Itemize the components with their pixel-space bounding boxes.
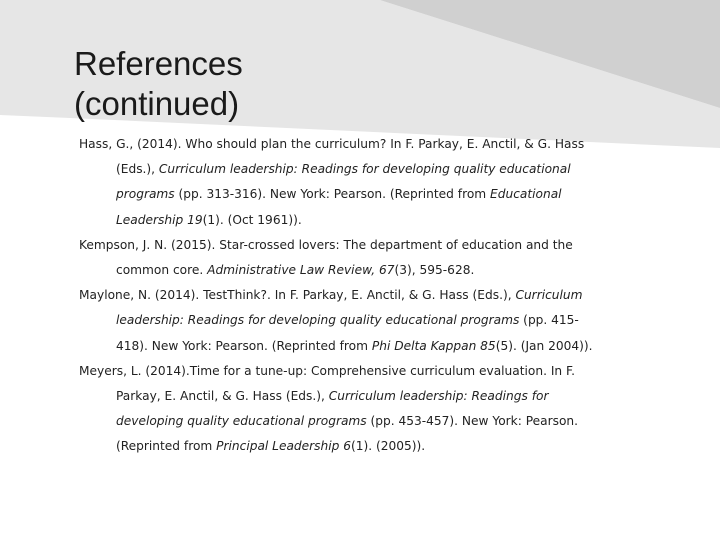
reference-line: [79, 384, 659, 409]
reference-entry: [79, 283, 659, 359]
reference-text: (5). (Jan 2004)).: [495, 338, 593, 353]
reference-italic-text: Administrative Law Review, 67: [207, 263, 395, 278]
reference-line: [79, 409, 659, 434]
reference-text: (1). (2005)).: [351, 439, 426, 454]
reference-text: (pp. 415-: [519, 313, 579, 328]
reference-italic-text: leadership: Readings for developing quality educational programs: [116, 313, 520, 328]
reference-line: [79, 308, 659, 333]
reference-line: [79, 182, 659, 207]
reference-line: [79, 334, 659, 359]
reference-line: [79, 359, 659, 384]
reference-list: [79, 132, 659, 460]
reference-text: (3), 595-628.: [394, 263, 475, 278]
reference-text: (Reprinted from: [116, 439, 217, 454]
reference-italic-text: Curriculum leadership: Readings for: [328, 389, 549, 404]
reference-text: 418). New York: Pearson. (Reprinted from: [116, 338, 372, 353]
reference-italic-text: Principal Leadership 6: [216, 439, 352, 454]
reference-line: [79, 434, 659, 459]
reference-line: [79, 157, 659, 182]
reference-text: Maylone, N. (2014). TestThink?. In F. Parkay, E. Anctil, & G. Hass (Eds.),: [79, 288, 516, 303]
reference-italic-text: Phi Delta Kappan 85: [371, 338, 496, 353]
reference-text: Hass, G., (2014). Who should plan the curriculum? In F. Parkay, E. Anctil, & G. Hass: [79, 137, 585, 151]
reference-line: [79, 233, 659, 258]
reference-entry: [79, 359, 659, 460]
reference-italic-text: developing quality educational programs: [116, 414, 367, 429]
reference-line: [79, 208, 659, 233]
reference-italic-text: Educational: [490, 187, 562, 202]
title-line-2: (continued): [74, 85, 240, 122]
reference-text: Kempson, J. N. (2015). Star-crossed lovers: The department of education and the: [79, 237, 573, 252]
reference-text: (Eds.),: [116, 162, 159, 177]
reference-line: [79, 258, 659, 283]
reference-entry: [79, 132, 659, 233]
reference-entry: [79, 233, 659, 283]
reference-text: (pp. 313-316). New York: Pearson. (Reprinted from: [174, 187, 491, 202]
reference-italic-text: programs: [116, 187, 175, 202]
reference-text: Parkay, E. Anctil, & G. Hass (Eds.),: [116, 389, 329, 404]
reference-text: (1). (Oct 1961)).: [202, 212, 302, 227]
reference-text: (pp. 453-457). New York: Pearson.: [366, 414, 579, 429]
reference-line: [79, 283, 659, 308]
reference-text: Meyers, L. (2014).Time for a tune-up: Comprehensive curriculum evaluation. In F.: [79, 363, 575, 378]
page-title: [74, 44, 243, 124]
reference-italic-text: Curriculum leadership: Readings for developing quality educational: [158, 162, 571, 177]
reference-italic-text: Curriculum: [515, 288, 583, 303]
title-line-1: References: [74, 45, 243, 82]
reference-line: [79, 132, 659, 157]
reference-italic-text: Leadership 19: [116, 212, 203, 227]
reference-text: common core.: [116, 263, 208, 278]
